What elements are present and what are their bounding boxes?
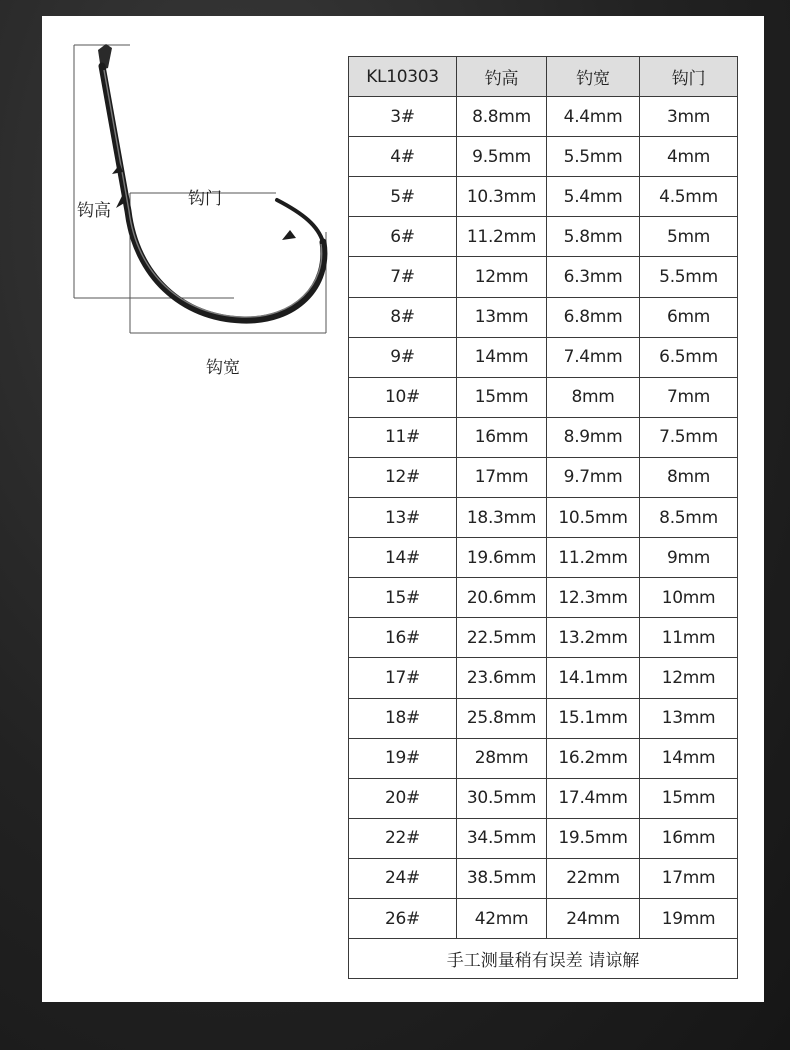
table-footnote-row xyxy=(349,939,738,979)
cell-hook-width: 6.3mm xyxy=(547,257,640,297)
cell-hook-height: 14mm xyxy=(457,337,547,377)
cell-hook-width: 22mm xyxy=(547,858,640,898)
cell-hook-height: 13mm xyxy=(457,297,547,337)
table-row xyxy=(349,898,738,938)
hook-size-table xyxy=(348,56,738,979)
cell-size: 16# xyxy=(349,618,457,658)
cell-hook-gap: 4mm xyxy=(640,137,738,177)
cell-hook-height: 16mm xyxy=(457,417,547,457)
table-row xyxy=(349,337,738,377)
cell-hook-width: 14.1mm xyxy=(547,658,640,698)
cell-hook-height: 12mm xyxy=(457,257,547,297)
cell-hook-width: 17.4mm xyxy=(547,778,640,818)
cell-hook-height: 25.8mm xyxy=(457,698,547,738)
cell-hook-height: 20.6mm xyxy=(457,578,547,618)
cell-hook-gap: 14mm xyxy=(640,738,738,778)
table-row xyxy=(349,698,738,738)
table-row xyxy=(349,257,738,297)
cell-size: 19# xyxy=(349,738,457,778)
cell-size: 14# xyxy=(349,538,457,578)
cell-hook-width: 16.2mm xyxy=(547,738,640,778)
table-row xyxy=(349,457,738,497)
cell-hook-gap: 7mm xyxy=(640,377,738,417)
header-model: KL10303 xyxy=(349,57,457,97)
hook-height-label: 钩高 xyxy=(77,201,111,221)
table-row xyxy=(349,658,738,698)
table-row xyxy=(349,738,738,778)
cell-hook-width: 4.4mm xyxy=(547,97,640,137)
cell-hook-gap: 6.5mm xyxy=(640,337,738,377)
cell-size: 5# xyxy=(349,177,457,217)
cell-hook-height: 11.2mm xyxy=(457,217,547,257)
header-hook-width: 钓宽 xyxy=(547,57,640,97)
table-row xyxy=(349,137,738,177)
cell-hook-width: 9.7mm xyxy=(547,457,640,497)
cell-hook-height: 38.5mm xyxy=(457,858,547,898)
cell-hook-width: 5.4mm xyxy=(547,177,640,217)
table-row xyxy=(349,778,738,818)
table-row xyxy=(349,538,738,578)
cell-size: 18# xyxy=(349,698,457,738)
cell-hook-gap: 13mm xyxy=(640,698,738,738)
cell-hook-gap: 10mm xyxy=(640,578,738,618)
cell-hook-width: 11.2mm xyxy=(547,538,640,578)
cell-hook-width: 5.5mm xyxy=(547,137,640,177)
cell-hook-height: 34.5mm xyxy=(457,818,547,858)
cell-hook-gap: 8mm xyxy=(640,457,738,497)
cell-size: 10# xyxy=(349,377,457,417)
table-row xyxy=(349,578,738,618)
cell-hook-width: 6.8mm xyxy=(547,297,640,337)
header-hook-height: 钓高 xyxy=(457,57,547,97)
cell-hook-width: 5.8mm xyxy=(547,217,640,257)
cell-size: 26# xyxy=(349,898,457,938)
table-row xyxy=(349,217,738,257)
cell-hook-height: 42mm xyxy=(457,898,547,938)
cell-hook-width: 7.4mm xyxy=(547,337,640,377)
cell-hook-width: 8.9mm xyxy=(547,417,640,457)
cell-hook-gap: 9mm xyxy=(640,538,738,578)
cell-size: 11# xyxy=(349,417,457,457)
cell-size: 4# xyxy=(349,137,457,177)
cell-size: 24# xyxy=(349,858,457,898)
cell-hook-height: 17mm xyxy=(457,457,547,497)
cell-size: 7# xyxy=(349,257,457,297)
cell-hook-height: 9.5mm xyxy=(457,137,547,177)
cell-hook-gap: 4.5mm xyxy=(640,177,738,217)
hook-diagram xyxy=(72,36,342,378)
cell-hook-gap: 5mm xyxy=(640,217,738,257)
cell-hook-gap: 16mm xyxy=(640,818,738,858)
cell-hook-width: 12.3mm xyxy=(547,578,640,618)
header-hook-gap: 钩门 xyxy=(640,57,738,97)
table-row xyxy=(349,498,738,538)
cell-hook-width: 10.5mm xyxy=(547,498,640,538)
cell-hook-height: 8.8mm xyxy=(457,97,547,137)
table-row xyxy=(349,858,738,898)
hook-gap-label: 钩门 xyxy=(188,189,222,209)
cell-size: 3# xyxy=(349,97,457,137)
cell-size: 22# xyxy=(349,818,457,858)
cell-hook-gap: 3mm xyxy=(640,97,738,137)
cell-hook-gap: 19mm xyxy=(640,898,738,938)
cell-hook-width: 24mm xyxy=(547,898,640,938)
cell-hook-height: 10.3mm xyxy=(457,177,547,217)
table-row xyxy=(349,818,738,858)
table-header-row xyxy=(349,57,738,97)
cell-hook-height: 19.6mm xyxy=(457,538,547,578)
cell-size: 12# xyxy=(349,457,457,497)
measurement-note: 手工测量稍有误差 请谅解 xyxy=(349,939,738,979)
cell-size: 6# xyxy=(349,217,457,257)
table-row xyxy=(349,417,738,457)
cell-hook-width: 8mm xyxy=(547,377,640,417)
table-row xyxy=(349,297,738,337)
cell-hook-gap: 7.5mm xyxy=(640,417,738,457)
cell-hook-gap: 5.5mm xyxy=(640,257,738,297)
cell-hook-height: 30.5mm xyxy=(457,778,547,818)
cell-hook-height: 22.5mm xyxy=(457,618,547,658)
product-card xyxy=(42,16,764,1002)
table-row xyxy=(349,618,738,658)
cell-hook-width: 19.5mm xyxy=(547,818,640,858)
cell-hook-height: 15mm xyxy=(457,377,547,417)
cell-hook-width: 13.2mm xyxy=(547,618,640,658)
cell-size: 13# xyxy=(349,498,457,538)
cell-hook-gap: 17mm xyxy=(640,858,738,898)
cell-size: 8# xyxy=(349,297,457,337)
cell-hook-height: 28mm xyxy=(457,738,547,778)
cell-size: 9# xyxy=(349,337,457,377)
table-row xyxy=(349,97,738,137)
table-row xyxy=(349,377,738,417)
cell-hook-height: 23.6mm xyxy=(457,658,547,698)
cell-hook-gap: 6mm xyxy=(640,297,738,337)
table-row xyxy=(349,177,738,217)
cell-hook-gap: 8.5mm xyxy=(640,498,738,538)
cell-hook-gap: 12mm xyxy=(640,658,738,698)
table-body xyxy=(349,97,738,939)
cell-hook-gap: 11mm xyxy=(640,618,738,658)
cell-hook-width: 15.1mm xyxy=(547,698,640,738)
cell-hook-gap: 15mm xyxy=(640,778,738,818)
cell-hook-height: 18.3mm xyxy=(457,498,547,538)
cell-size: 15# xyxy=(349,578,457,618)
cell-size: 20# xyxy=(349,778,457,818)
cell-size: 17# xyxy=(349,658,457,698)
hook-width-label: 钩宽 xyxy=(206,358,240,378)
